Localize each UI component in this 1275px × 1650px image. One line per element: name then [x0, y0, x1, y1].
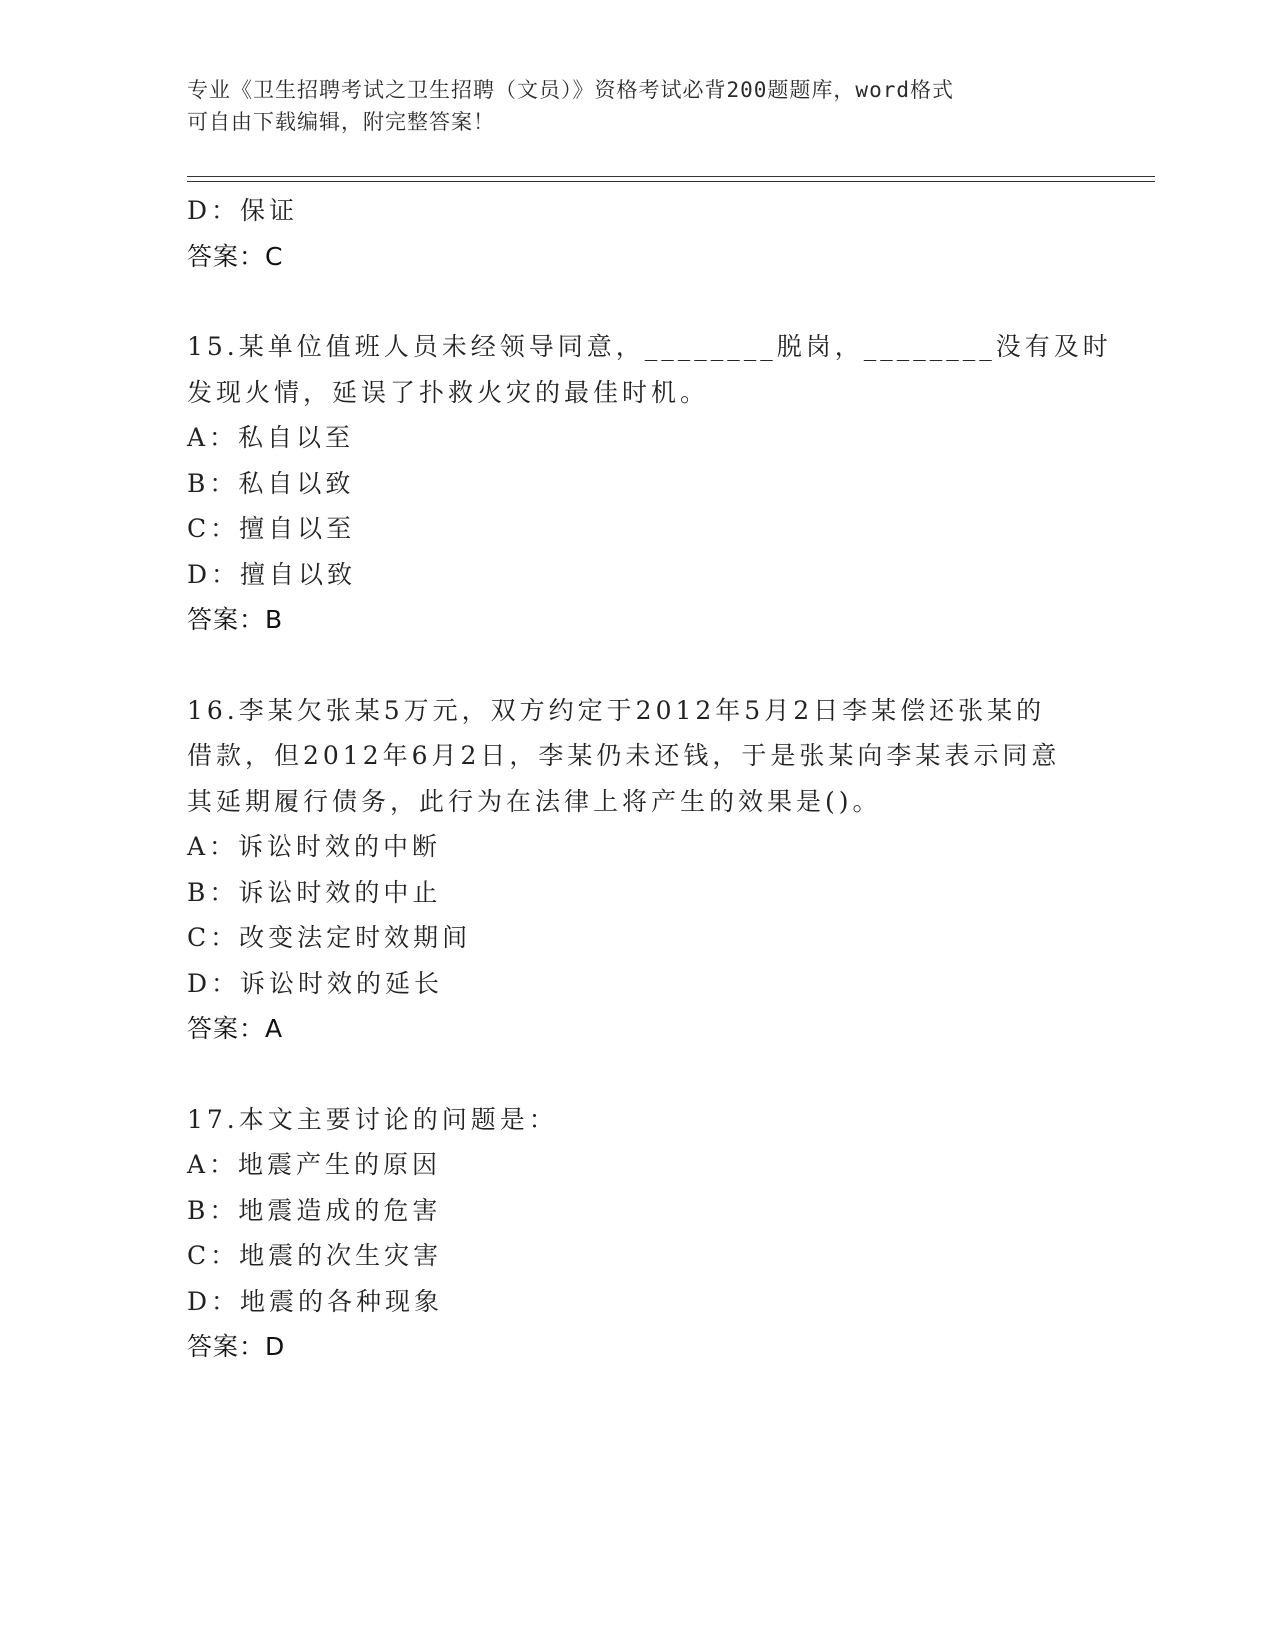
option-a: A：私自以至	[187, 423, 355, 452]
previous-question-tail	[187, 188, 1087, 279]
header-line-1: 专业《卫生招聘考试之卫生招聘（文员）》资格考试必背200题题库，word格式	[187, 78, 954, 102]
question-text-line: 其延期履行债务，此行为在法律上将产生的效果是()。	[187, 786, 882, 816]
question-text-line: 15.某单位值班人员未经领导同意，________脱岗，________没有及时	[187, 332, 1112, 361]
option-d: D：地震的各种现象	[187, 1286, 444, 1316]
header-divider	[187, 176, 1155, 182]
document-body	[187, 188, 1112, 1370]
option-d: D：保证	[187, 196, 299, 225]
option-a: A：诉讼时效的中断	[187, 832, 442, 861]
option-c: C：擅自以至	[187, 514, 356, 543]
question-text-line: 发现火情，延误了扑救火灾的最佳时机。	[187, 377, 710, 407]
question-text-line: 16.李某欠张某5万元，双方约定于2012年5月2日李某偿还张某的	[187, 695, 1046, 725]
answer-line: 答案：B	[187, 605, 284, 634]
question-text-line: 17.本文主要讨论的问题是：	[187, 1104, 558, 1134]
question-16	[187, 688, 1087, 1052]
question-15	[187, 324, 1112, 643]
answer-line: 答案：D	[187, 1332, 286, 1361]
option-a: A：地震产生的原因	[187, 1150, 442, 1179]
option-b: B：诉讼时效的中止	[187, 877, 442, 907]
option-c: C：改变法定时效期间	[187, 923, 472, 952]
question-text-line: 借款，但2012年6月2日，李某仍未还钱，于是张某向李某表示同意	[187, 741, 1061, 770]
option-c: C：地震的次生灾害	[187, 1241, 443, 1270]
answer-line: 答案：A	[187, 1014, 284, 1043]
header-line-2: 可自由下载编辑，附完整答案！	[187, 110, 495, 134]
option-b: B：私自以致	[187, 468, 355, 498]
page-header	[187, 74, 1087, 138]
question-17	[187, 1097, 1087, 1370]
option-b: B：地震造成的危害	[187, 1195, 442, 1225]
answer-line: 答案：C	[187, 241, 284, 271]
option-d: D：诉讼时效的延长	[187, 968, 444, 998]
option-d: D：擅自以致	[187, 559, 357, 589]
